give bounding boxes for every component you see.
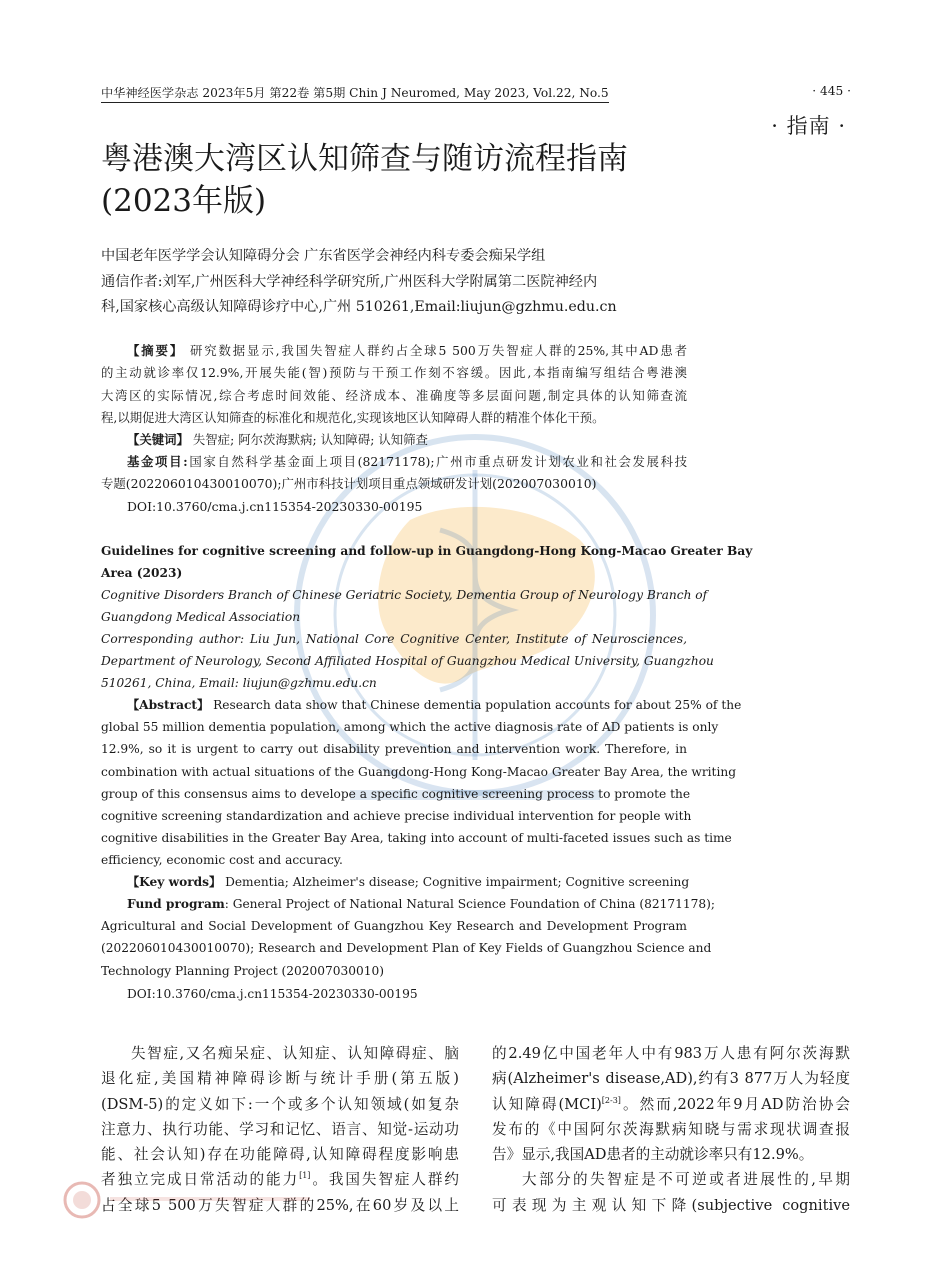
fund-chinese: 基金项目:国家自然科学基金面上项目(82171178);广州市重点研发计划农业和社会发展科技 专题(202206010430010070);广州市科技计划项目重点领域研发计划(202007030010) xyxy=(101,454,687,492)
body-column-left: 失智症,又名痴呆症、认知症、认知障碍症、脑 退化症,美国精神障碍诊断与统计手册(第五版) (DSM-5)的定义如下:一个或多个认知领域(如复杂 注意力、执行功能、学习和记忆、语言、知觉-运动功 能、社会认知)存在功能障碍,认知障碍程度影响患 者独立完成日常活动的能力[1]。我国失智症人群约 占全球5 500万失智症人群的25%,在60岁及以上 xyxy=(101,1045,459,1214)
title-line-1: 粤港澳大湾区认知筛查与随访流程指南 xyxy=(101,141,628,177)
page-number: · 445 · xyxy=(812,84,851,98)
english-title: Guidelines for cognitive screening and follow-up in Guangdong-Hong Kong-Macao Greater Bay Area (2023) xyxy=(101,544,753,581)
article-title xyxy=(101,138,741,222)
abstract-line: 程,以期促进大湾区认知筛查的标准化和规范化,实现该地区认知障碍人群的精准个体化干预。 xyxy=(101,409,605,425)
running-header xyxy=(101,84,851,102)
corresponding-author-1: 通信作者:刘军,广州医科大学神经科学研究所,广州医科大学附属第二医院神经内 xyxy=(101,273,598,290)
english-fund-label: Fund program xyxy=(127,897,225,911)
corresponding-author-2: 科,国家核心高级认知障碍诊疗中心,广州 510261,Email:liujun@gzhmu.edu.cn xyxy=(101,299,617,315)
citation-ref: [2-3] xyxy=(601,1095,621,1105)
english-keywords: 【Key words】 Dementia; Alzheimer's disease; Cognitive impairment; Cognitive screening xyxy=(127,875,690,889)
publisher-seal-watermark xyxy=(62,1180,322,1220)
fund-label: 基金项目: xyxy=(127,454,188,469)
body-column-right: 的2.49亿中国老年人中有983万人患有阿尔茨海默 病(Alzheimer's disease,AD),约有3 877万人为轻度 认知障碍(MCI)[2-3]。然而,2022年9月AD防治协会 发布的《中国阿尔茨海默病知晓与需求现状调查报 告》显示,我国AD患者的主动就诊率只有12.9%。 大部分的失智症是不可逆或者进展性的,早期 可表现为主观认知下降(subjective cognitive xyxy=(492,1045,850,1214)
abstract-line: 的主动就诊率仅12.9%,开展失能(智)预防与干预工作刻不容缓。因此,本指南编写组结合粤港澳 xyxy=(101,365,687,381)
abstract-chinese xyxy=(101,340,687,429)
abstract-label: 【摘要】 xyxy=(127,343,185,358)
english-abstract: 【Abstract】 Research data show that Chinese dementia population accounts for about 25% of the global 55 million dementia population, among which the active diagnosis rate of AD patients is only 12.9%, so it is urgent to carry out disability prevention and intervention work. Therefore, in combination with actual situations of the Guangdong-Hong Kong-Macao Greater Bay Area, the writing group of this consensus aims to develope a specific cognitive screening process to promote the cognitive screening standardization and achieve precise individual intervention for people with cognitive disabilities in the Greater Bay Area, taking into account of multi-faceted issues such as time efficiency, economic cost and accuracy. xyxy=(101,698,742,868)
english-authors: Cognitive Disorders Branch of Chinese Geriatric Society, Dementia Group of Neurology Branch of Guangdong Medical Association xyxy=(101,588,708,625)
author-block xyxy=(101,244,701,321)
keywords-chinese: 【关键词】 失智症; 阿尔茨海默病; 认知障碍; 认知筛查 xyxy=(127,432,428,447)
citation-ref: [1] xyxy=(299,1171,311,1181)
abstract-line: 【摘要】 研究数据显示,我国失智症人群约占全球5 500万失智症人群的25%,其中AD患者 xyxy=(127,343,687,358)
english-keywords-label: 【Key words】 xyxy=(127,875,222,889)
section-label: · 指南 · xyxy=(771,114,846,138)
doi-chinese: DOI:10.3760/cma.j.cn115354-20230330-00195 xyxy=(127,499,423,514)
journal-citation: 中华神经医学杂志 2023年5月 第22卷 第5期 Chin J Neuromed, May 2023, Vol.22, No.5 xyxy=(101,84,609,103)
english-abstract-label: 【Abstract】 xyxy=(127,698,210,712)
title-line-2: (2023年版) xyxy=(101,183,267,219)
author-groups: 中国老年医学学会认知障碍分会 广东省医学会神经内科专委会痴呆学组 xyxy=(101,248,546,264)
english-doi: DOI:10.3760/cma.j.cn115354-20230330-00195 xyxy=(127,987,418,1001)
abstract-line: 大湾区的实际情况,综合考虑时间效能、经济成本、准确度等多层面问题,制定具体的认知筛查流 xyxy=(101,387,687,403)
english-fund-program: Fund program: General Project of National Natural Science Foundation of China (82171178); Agricultural and Social Development of Guangzhou Key Research and Development Program (202206010430010070); Research and Development Plan of Key Fields of Guangzhou Science and Technology Planning Project (202007030010) xyxy=(101,897,715,978)
english-corresponding-author: Corresponding author: Liu Jun, National Core Cognitive Center, Institute of Neurosciences, Department of Neurology, Second Affiliated Hospital of Guangzhou Medical University, Guangzhou 510261, China, Email: liujun@gzhmu.edu.cn xyxy=(101,632,714,691)
keywords-label: 【关键词】 xyxy=(127,432,189,447)
